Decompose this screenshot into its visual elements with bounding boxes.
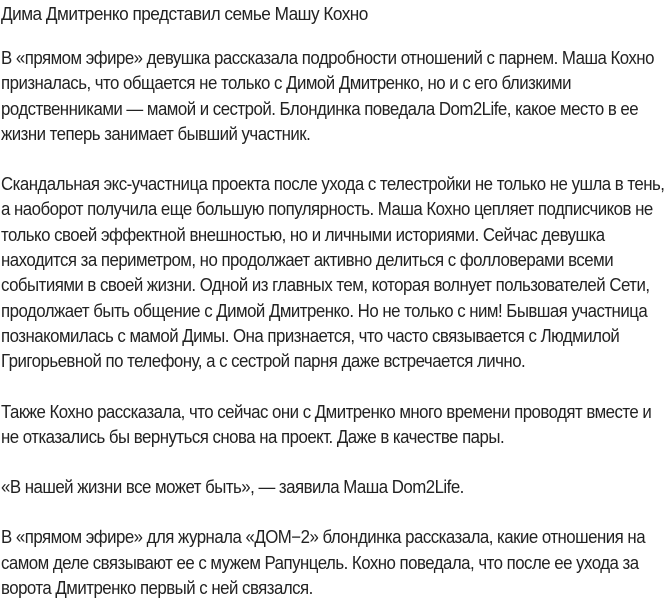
article-title: Дима Дмитренко представил семье Машу Кохно: [1, 3, 368, 24]
article-paragraph-5: В «прямом эфире» для журнала «ДОМ−2» блондинка рассказала, какие отношения на самом деле связывают ее с мужем Рапунцель. Кохно поведала, что после ее ухода за ворота Дмитренко первый с ней связался.: [1, 527, 646, 599]
article-paragraph-1: В «прямом эфире» девушка рассказала подробности отношений с парнем. Маша Кохно призналась, что общается не только с Димой Дмитренко, но и с его близкими родственниками — мамой и сестрой. Блондинка поведала Dom2Life, какое место в ее жизни теперь занимает бывший участник.: [1, 48, 654, 144]
article-paragraph-3: Также Кохно рассказала, что сейчас они с Дмитренко много времени проводят вместе и не отказались бы вернуться снова на проект. Даже в качестве пары.: [1, 401, 652, 447]
article-paragraph-2: Скандальная экс-участница проекта после ухода с телестройки не только не ушла в тень, а наоборот получила еще большую популярность. Маша Кохно цепляет подписчиков не только своей эффектной внешностью, но и личными историями. Сейчас девушка находится за периметром, но продолжает активно делиться с фолловерами всеми событиями в своей жизни. Одной из главных тем, которая волнует пользователей Сети, продолжает быть общение с Димой Дмитренко. Но не только с ним! Бывшая участница познакомилась с мамой Димы. Она признается, что часто связывается с Людмилой Григорьевной по телефону, а с сестрой парня даже встречается лично.: [1, 174, 665, 372]
article-quote: «В нашей жизни все может быть», — заявила Маша Dom2Life.: [1, 477, 464, 498]
